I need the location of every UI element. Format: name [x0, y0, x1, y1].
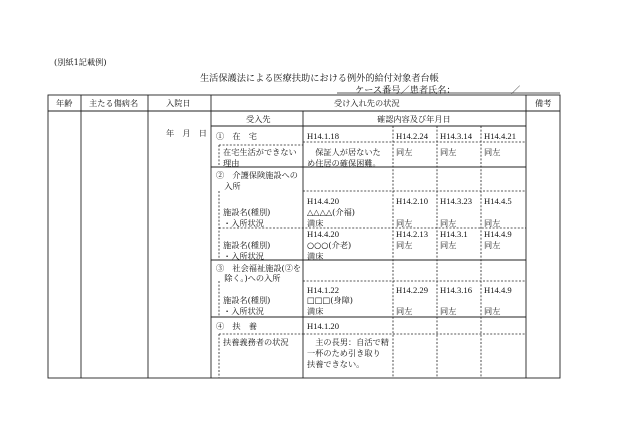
care-fac2-name-line2: ・入所状況 [223, 251, 264, 261]
home-date-2: H14.3.14 [440, 131, 472, 141]
header-disease: 主たる傷病名 [89, 98, 139, 108]
care-fac1-date: H14.4.20 [307, 196, 339, 206]
welfare-status: 満床 [307, 306, 324, 316]
care-fac2-name-line1: 施設名(種別) [223, 240, 271, 250]
welfare-same-2: 同左 [440, 306, 457, 316]
home-reason-line2: 理由 [223, 158, 240, 168]
care-fac1-name-line1: 施設名(種別) [223, 207, 271, 217]
care-fac2-same-1: 同左 [396, 240, 413, 250]
document-title: 生活保護法による医療扶助における例外的給付対象者台帳 [200, 73, 439, 84]
welfare-same-3: 同左 [484, 306, 501, 316]
care-fac2-date-2: H14.3.1 [440, 229, 468, 239]
care-fac2-status: 満床 [307, 251, 324, 261]
welfare-label-line1: ③ 社会福祉施設(②を [216, 263, 302, 273]
support-label: ④ 扶 養 [216, 321, 257, 331]
welfare-date: H14.1.22 [307, 285, 339, 295]
welfare-name-line2: ・入所状況 [223, 306, 264, 316]
support-content-line1: 主の長男：自活で精 [307, 337, 389, 347]
care-fac2-date-3: H14.4.9 [484, 229, 512, 239]
home-same-2: 同左 [440, 147, 457, 157]
care-fac1-same-1: 同左 [396, 218, 413, 228]
header-admission: 入院日 [166, 98, 191, 108]
header-remarks: 備考 [535, 98, 552, 108]
header-age: 年齢 [56, 98, 73, 108]
care-fac1-facility: △△△△(介福) [307, 207, 355, 217]
home-same-1: 同左 [396, 147, 413, 157]
welfare-same-1: 同左 [396, 306, 413, 316]
care-fac1-date-2: H14.3.23 [440, 196, 472, 206]
admission-ymd: 年 月 日 [166, 128, 207, 138]
care-fac1-date-1: H14.2.10 [396, 196, 428, 206]
care-fac2-same-2: 同左 [440, 240, 457, 250]
welfare-date-1: H14.2.29 [396, 285, 428, 295]
support-person: 扶養義務者の状況 [223, 337, 289, 347]
header-status: 受け入れ先の状況 [334, 98, 400, 108]
care-fac1-date-3: H14.4.5 [484, 196, 512, 206]
care-label-line2: 入所 [216, 181, 241, 191]
case-label: ケース番号／患者氏名： [355, 85, 456, 96]
care-fac2-facility: ○○○(介老) [307, 240, 352, 250]
care-label-line1: ② 介護保険施設への [216, 170, 298, 180]
annex-label: (別紙1記載例) [54, 57, 107, 67]
care-fac1-name-line2: ・入所状況 [223, 218, 264, 228]
home-date: H14.1.18 [307, 131, 339, 141]
welfare-date-2: H14.3.16 [440, 285, 472, 295]
case-slash: ／ [511, 85, 521, 96]
welfare-label-line2: 除く。)への入所 [216, 273, 281, 283]
care-fac2-same-3: 同左 [484, 240, 501, 250]
welfare-name-line1: 施設名(種別) [223, 295, 271, 305]
header-confirm: 確認内容及び年月日 [377, 114, 451, 124]
home-content-line2: め住居の確保困難。 [307, 158, 381, 168]
home-same-3: 同左 [484, 147, 501, 157]
welfare-date-3: H14.4.9 [484, 285, 512, 295]
header-destination: 受入先 [246, 114, 271, 124]
home-date-1: H14.2.24 [396, 131, 428, 141]
support-content-line2: 一杯のため引き取り [307, 348, 381, 358]
home-date-3: H14.4.21 [484, 131, 516, 141]
home-label: ① 在 宅 [216, 131, 257, 141]
care-fac1-same-2: 同左 [440, 218, 457, 228]
care-fac2-date-1: H14.2.13 [396, 229, 428, 239]
home-reason-line1: 在宅生活ができない [223, 147, 297, 157]
care-fac1-status: 満床 [307, 218, 324, 228]
support-date: H14.1.20 [307, 321, 339, 331]
care-fac1-same-3: 同左 [484, 218, 501, 228]
welfare-facility: □□□(身障) [307, 295, 353, 305]
home-content-line1: 保証人が居ないた [307, 147, 381, 157]
support-content-line3: 扶養できない。 [307, 359, 365, 369]
care-fac2-date: H14.4.20 [307, 229, 339, 239]
